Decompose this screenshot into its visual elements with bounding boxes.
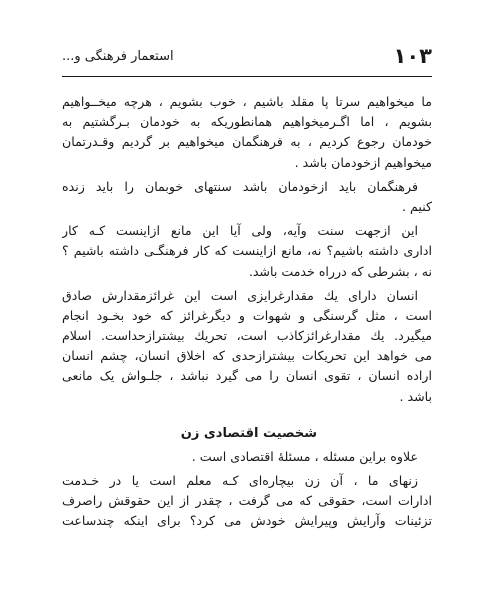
text-line: تزئینات وآرایش وپیرایش خودش می کرد؟ برای اینکه چندساعت — [62, 513, 432, 529]
text-line: انسان دارای یك مقدارغرایزی است این غرائزمقدارش صادق — [62, 287, 418, 303]
page-header — [62, 44, 432, 74]
paragraph — [62, 177, 432, 217]
text-line: است ، مثل گرسنگی و شهوات و دیگرغرائز که خود بخـود انجام — [62, 307, 432, 323]
text-line: بشویم ، اما اگـرمیخواهیم همانطوریکه به خودمان بـرگشتیم به — [62, 114, 432, 130]
text-line: باشد . — [399, 388, 432, 404]
text-line: کنیم . — [402, 198, 432, 214]
paragraph — [62, 221, 432, 282]
text-line: اراده انسان ، تقوی انسان را می گیرد نباشد ، جلـواش یک مانعی — [62, 368, 432, 384]
text-line: میخواهیم ازخودمان باشد . — [294, 154, 432, 170]
paragraph — [62, 286, 432, 407]
page-body — [62, 92, 432, 532]
text-line: می خواهد این تحریکات بیشترازحدی که اخلاق انسان، چشم انسان — [62, 348, 432, 364]
running-title: استعمار فرهنگی و... — [62, 49, 174, 64]
paragraph — [62, 447, 432, 467]
paragraph — [62, 471, 432, 532]
page-number: ١٠٣ — [393, 44, 432, 68]
text-line: این ازجهت سنت وآیه، ولی آیا این مانع ازاینست کـه کار — [62, 223, 418, 239]
header-divider — [62, 76, 432, 77]
text-line: خودمان رجوع کردیم ، به فرهنگمان میخواهیم بر گردیم وقـدرتمان — [62, 134, 432, 150]
text-line: ادارات است، حقوقی که می گرفت ، چقدر از این حقوقش راصرف — [62, 493, 432, 509]
text-line: اداری داشته باشیم؟ نه، مانع ازاینست که کار فرهنگـی داشته باشیم ؟ — [62, 243, 432, 259]
text-line: فرهنگمان باید ازخودمان باشد سنتهای خوبمان را باید زنده — [62, 178, 418, 194]
text-line: علاوه براین مسئله ، مسئلهٔ اقتصادی است . — [191, 448, 418, 464]
text-line: نه ، بشرطی که درراه خدمت باشد. — [248, 263, 432, 279]
text-line: ما میخواهیم سرتا پا مقلد باشیم ، خوب بشویم ، هرچه میخــواهیم — [62, 94, 432, 109]
text-line: زنهای ما ، آن زن بیچاره‌ای کـه معلم است یا در خـدمت — [62, 473, 418, 488]
paragraph — [62, 92, 432, 173]
section-heading: شخصیت اقتصادی زن — [180, 425, 317, 441]
text-line: میگیرد. یك مقدارغرائزکاذب است، تحریك بیشترازحداست. اسلام — [62, 328, 432, 344]
